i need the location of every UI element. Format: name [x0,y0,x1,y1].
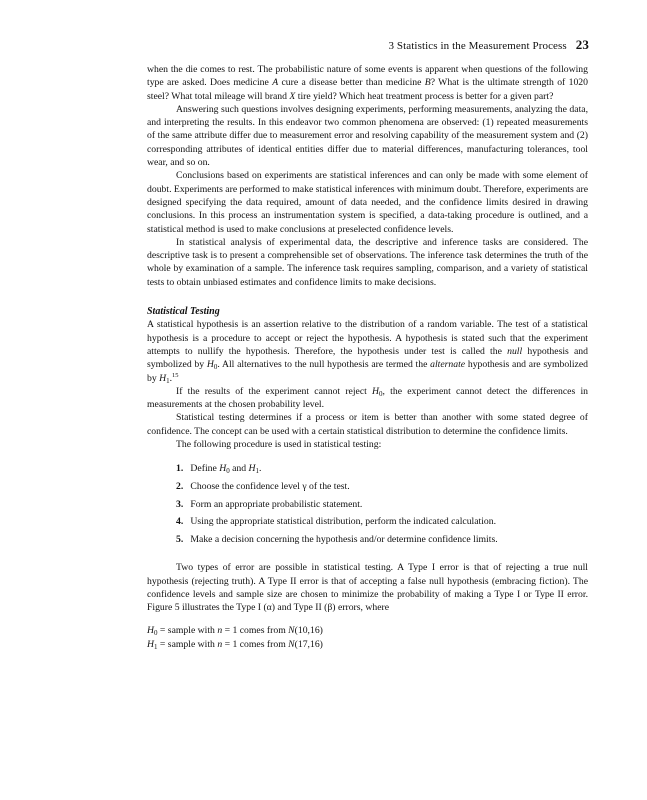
list-item [176,496,588,514]
text-run: , the experiment cannot detect the differences in measurements at the chosen probability level. [147,385,588,411]
list-item [176,478,588,496]
italic-var: N [288,638,295,650]
subscript: 1 [166,376,170,385]
text-run: hypothesis and are symbolized by [147,359,588,384]
list-number: 3. [176,498,184,510]
list-item [176,513,588,531]
section-paragraph-4: The following procedure is used in statistical testing: [176,439,382,451]
text-run: If the results of the experiment cannot reject [176,385,373,397]
paragraph-4: In statistical analysis of experimental data, the descriptive and inference tasks are considered. The descriptive task is to present a comprehensible set of observations. The inference task determines the truth of the whole by examination of a sample. The inference task requires sampling, comparison, and a variety of statistical tests to obtain unbiased estimates and confidence limits to make decisions. [147,236,588,288]
paragraph-2: Answering such questions involves designing experiments, performing measurements, analyzing the data, and interpreting the results. In this endeavor two common phenomena are observed: (1) repeated measurements of the same attribute differ due to measurement error and resolving capability of the measurement system and (2) corresponding attributes of identical entities differ due to material differences, manufacturing tolerances, tool wear, and so on. [147,103,588,169]
paragraph-1 [147,63,588,103]
subscript: 0 [213,363,218,372]
h0-symbol: H [206,359,214,371]
text-run: tire yield? Which heat treatment process is better for a given part? [295,90,554,102]
body-text [147,63,588,651]
section-heading: Statistical Testing [147,306,220,318]
text-run: of the test. [306,480,350,492]
subscript: 0 [154,629,158,638]
section-paragraph-1 [147,318,588,384]
list-number: 2. [176,480,184,492]
text-run: cure a disease better than medicine [278,77,425,89]
text-run: = sample with [157,638,218,650]
errors-paragraph: Two types of error are possible in statistical testing. A Type I error is that of rejecting a true null hypothesis (rejecting truth). A Type II error is that of accepting a false null hypothesis (embracing fiction). The confidence levels and sample size are chosen to minimize the probability of making a Type I or Type II error. Figure 5 illustrates the Type I (α) and Type II (β) errors, where [147,562,588,614]
list-number: 1. [176,463,184,475]
section-paragraph-3: Statistical testing determines if a process or item is better than another with some stated degree of confidence. The concept can be used with a certain statistical distribution to determine the confidence limits. [147,412,588,437]
italic-term: alternate [430,359,466,371]
text-run: Form an appropriate probabilistic statement. [190,498,363,510]
text-run: when the die comes to rest. The probabilistic nature of some events is apparent when questions of the following type are asked. Does medicine [147,64,588,89]
h1-symbol: H [147,638,154,650]
text-run: . [259,463,262,475]
chapter-title: 3 Statistics in the Measurement Process [388,40,567,52]
page-number: 23 [575,37,589,52]
h1-symbol: H [248,463,256,475]
subscript: 1 [154,642,158,651]
h0-symbol: H [147,625,154,637]
section-paragraph-2 [147,385,588,412]
distribution-params: (10,16) [294,625,323,637]
italic-var: X [289,90,296,102]
subscript: 0 [379,389,383,398]
text-run: Choose the confidence level [190,480,303,492]
italic-var: n [217,638,223,650]
text-run: = 1 comes from [222,638,289,650]
subscript: 0 [226,467,230,476]
text-run: = sample with [157,625,218,637]
definition-h1 [147,638,588,651]
text-run: Make a decision concerning the hypothesis and/or determine confidence limits. [190,533,498,545]
gamma-symbol: γ [302,480,307,492]
text-run: A statistical hypothesis is an assertion relative to the distribution of a random variable. The test of a statistical hypothesis is a procedure to accept or reject the hypothesis. A hypothesis is stated such that the experiment attempts to nullify the hypothesis. Therefore, the hypothesis under test is called the [147,319,588,357]
definition-h0 [147,624,588,637]
h1-symbol: H [159,372,167,384]
reference-superscript: 15 [172,371,179,379]
h0-symbol: H [372,385,380,397]
h0-symbol: H [219,463,227,475]
italic-var: n [217,625,223,637]
paragraph-3: Conclusions based on experiments are statistical inferences and can only be made with some element of doubt. Experiments are performed to make statistical inferences with minimum doubt. Therefore, experiments are designed specifying the data required, amount of data needed, and the confidence limits desired in drawing conclusions. In this process an instrumentation system is specified, a data-taking procedure is outlined, and a statistical method is used to make conclusions at preselected confidence levels. [147,170,588,235]
list-number: 4. [176,516,184,528]
running-head [388,37,589,53]
italic-var: N [288,625,295,637]
list-item [176,531,588,549]
text-run: Define [190,463,220,475]
italic-var: B [424,77,431,89]
text-run: ? What is the ultimate strength of 1020 steel? What total mileage will brand [147,77,588,102]
text-run: = 1 comes from [222,625,289,637]
distribution-params: (17,16) [294,638,323,650]
text-run: . [169,372,173,384]
text-run: and [229,463,249,475]
text-run: . All alternatives to the null hypothesis are termed the [217,359,431,371]
italic-term: null [507,345,523,357]
text-run: hypothesis and symbolized by [147,345,588,371]
subscript: 1 [255,467,260,476]
procedure-list [147,460,588,548]
italic-var: A [272,77,279,89]
list-item [176,460,588,478]
text-run: Using the appropriate statistical distribution, perform the indicated calculation. [190,516,497,528]
hypothesis-definitions [147,624,588,651]
list-number: 5. [176,533,184,545]
